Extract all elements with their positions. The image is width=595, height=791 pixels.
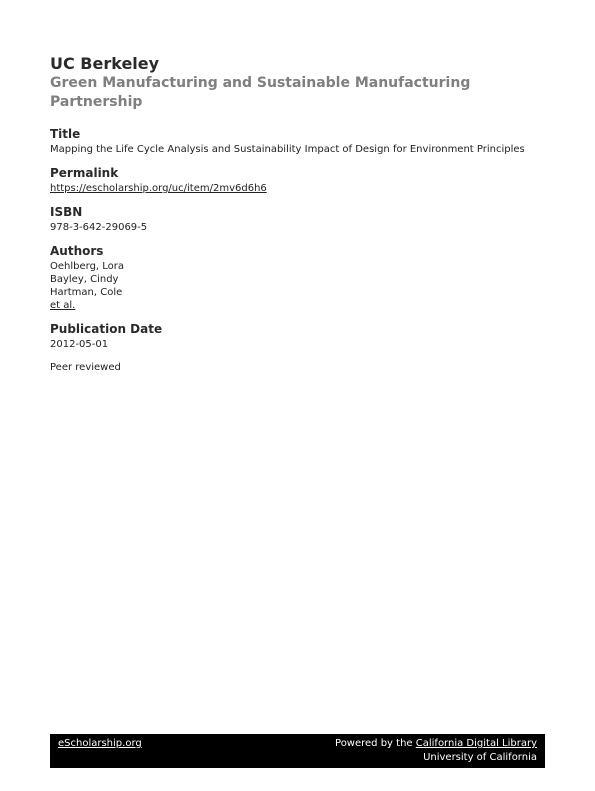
authors-more-wrapper bbox=[50, 299, 545, 312]
escholarship-link[interactable]: eScholarship.org bbox=[58, 738, 142, 749]
isbn-label: ISBN bbox=[50, 205, 83, 219]
publication-date-label: Publication Date bbox=[50, 322, 163, 336]
powered-by-text: Powered by the bbox=[335, 738, 416, 749]
document-cover bbox=[50, 54, 545, 374]
permalink-section bbox=[50, 166, 545, 195]
peer-reviewed-note: Peer reviewed bbox=[50, 362, 121, 373]
footer-bar bbox=[50, 734, 545, 768]
title-label: Title bbox=[50, 127, 81, 141]
authors-section bbox=[50, 244, 545, 312]
isbn-section bbox=[50, 205, 545, 234]
author-name: Oehlberg, Lora bbox=[50, 261, 125, 272]
institution-name: UC Berkeley bbox=[50, 54, 160, 73]
permalink-label: Permalink bbox=[50, 166, 119, 180]
publication-date-value: 2012-05-01 bbox=[50, 339, 109, 350]
publication-date-section bbox=[50, 322, 545, 351]
isbn-value: 978-3-642-29069-5 bbox=[50, 222, 148, 233]
title-value: Mapping the Life Cycle Analysis and Sustainability Impact of Design for Environment Principles bbox=[50, 144, 525, 155]
title-section bbox=[50, 127, 545, 156]
cdl-link[interactable]: California Digital Library bbox=[415, 738, 537, 749]
permalink-value-wrapper bbox=[50, 182, 545, 195]
author-name: Bayley, Cindy bbox=[50, 274, 119, 285]
authors-label: Authors bbox=[50, 244, 104, 258]
footer-left bbox=[58, 737, 142, 751]
powered-by-line bbox=[335, 737, 537, 751]
footer-right bbox=[335, 737, 537, 765]
permalink-link[interactable]: https://escholarship.org/uc/item/2mv6d6h6 bbox=[50, 183, 267, 194]
series-title: Green Manufacturing and Sustainable Manufacturing Partnership bbox=[50, 75, 471, 110]
authors-more-link[interactable]: et al. bbox=[50, 300, 76, 311]
university-name: University of California bbox=[423, 752, 537, 763]
author-name: Hartman, Cole bbox=[50, 287, 123, 298]
